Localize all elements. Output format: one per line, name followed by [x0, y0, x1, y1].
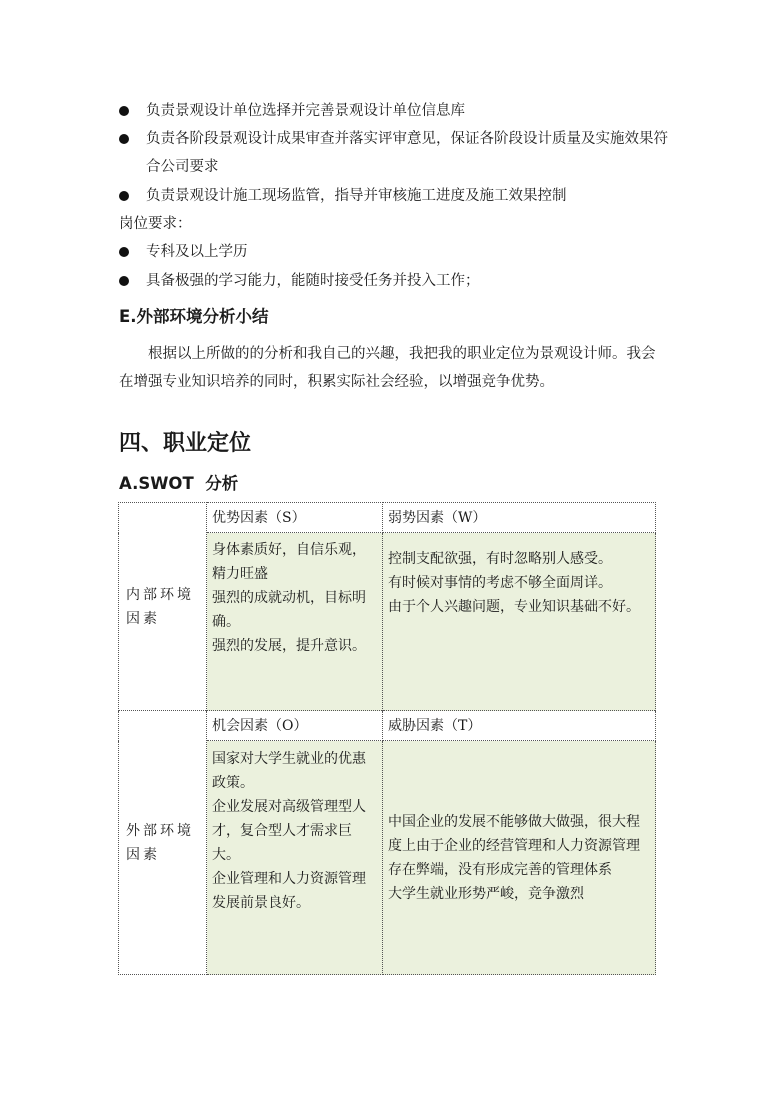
opportunities-cell: [207, 741, 383, 975]
requirements-label: 岗位要求：: [119, 216, 192, 232]
threat-item: 中国企业的发展不能够做大做强，很大程度上由于企业的经营管理和人力资源管理存在弊端，没有形成完善的管理体系: [388, 813, 640, 878]
weakness-item: 控制支配欲强，有时忽略别人感受。: [388, 551, 612, 567]
list-item: [119, 97, 679, 125]
list-item: [119, 125, 679, 181]
list-item: [119, 267, 679, 295]
opportunities-header: 机会因素（O）: [207, 711, 383, 741]
opportunity-item: 企业发展对高级管理型人才，复合型人才需求巨大。: [212, 799, 366, 863]
list-item-text: 负责景观设计单位选择并完善景观设计单位信息库: [146, 103, 465, 119]
section-heading: E.外部环境分析小结: [119, 307, 269, 326]
list-item: [119, 238, 679, 266]
list-item-text: 负责各阶段景观设计成果审查并落实评审意见，保证各阶段设计质量及实施效果符合公司要求: [146, 131, 668, 175]
threats-header: 威胁因素（T）: [383, 711, 656, 741]
strength-item: 身体素质好，自信乐观，精力旺盛: [212, 542, 366, 582]
summary-paragraph: 根据以上所做的的分析和我自己的兴趣，我把我的职业定位为景观设计师。我会在增强专业知识培养的同时，积累实际社会经验，以增强竞争优势。: [119, 346, 656, 390]
row-label-line: 因素: [126, 846, 160, 863]
strengths-cell: [207, 533, 383, 711]
row-label-external: [119, 711, 207, 975]
weakness-item: 由于个人兴趣问题，专业知识基础不好。: [388, 599, 640, 615]
list-item-text: 负责景观设计施工现场监管，指导并审核施工进度及施工效果控制: [146, 188, 567, 204]
opportunity-item: 国家对大学生就业的优惠政策。: [212, 751, 366, 791]
bullet-icon: [119, 276, 129, 286]
row-label-line: 内部环境: [126, 586, 194, 603]
row-label-line: 因素: [126, 610, 160, 627]
bullet-icon: [119, 134, 129, 144]
list-item: [119, 182, 679, 210]
row-label-line: 外部环境: [126, 822, 194, 839]
opportunity-item: 企业管理和人力资源管理发展前景良好。: [212, 871, 366, 911]
bullet-icon: [119, 106, 129, 116]
section-heading: A.SWOT 分析: [119, 474, 239, 493]
weaknesses-header: 弱势因素（W）: [383, 503, 656, 533]
page-title: 四、职业定位: [119, 431, 252, 456]
swot-table: [118, 502, 656, 975]
bullet-icon: [119, 247, 129, 257]
bullet-icon: [119, 191, 129, 201]
threat-item: 大学生就业形势严峻，竞争激烈: [388, 885, 584, 902]
strengths-header: 优势因素（S）: [207, 503, 383, 533]
row-label-internal: [119, 503, 207, 711]
weakness-item: 有时候对事情的考虑不够全面周详。: [388, 575, 612, 591]
threats-cell: [383, 741, 656, 975]
list-item-text: 具备极强的学习能力，能随时接受任务并投入工作；: [146, 273, 480, 289]
list-item-text: 专科及以上学历: [146, 244, 248, 260]
strength-item: 强烈的发展，提升意识。: [212, 638, 366, 654]
strength-item: 强烈的成就动机，目标明确。: [212, 590, 366, 630]
weaknesses-cell: [383, 533, 656, 711]
